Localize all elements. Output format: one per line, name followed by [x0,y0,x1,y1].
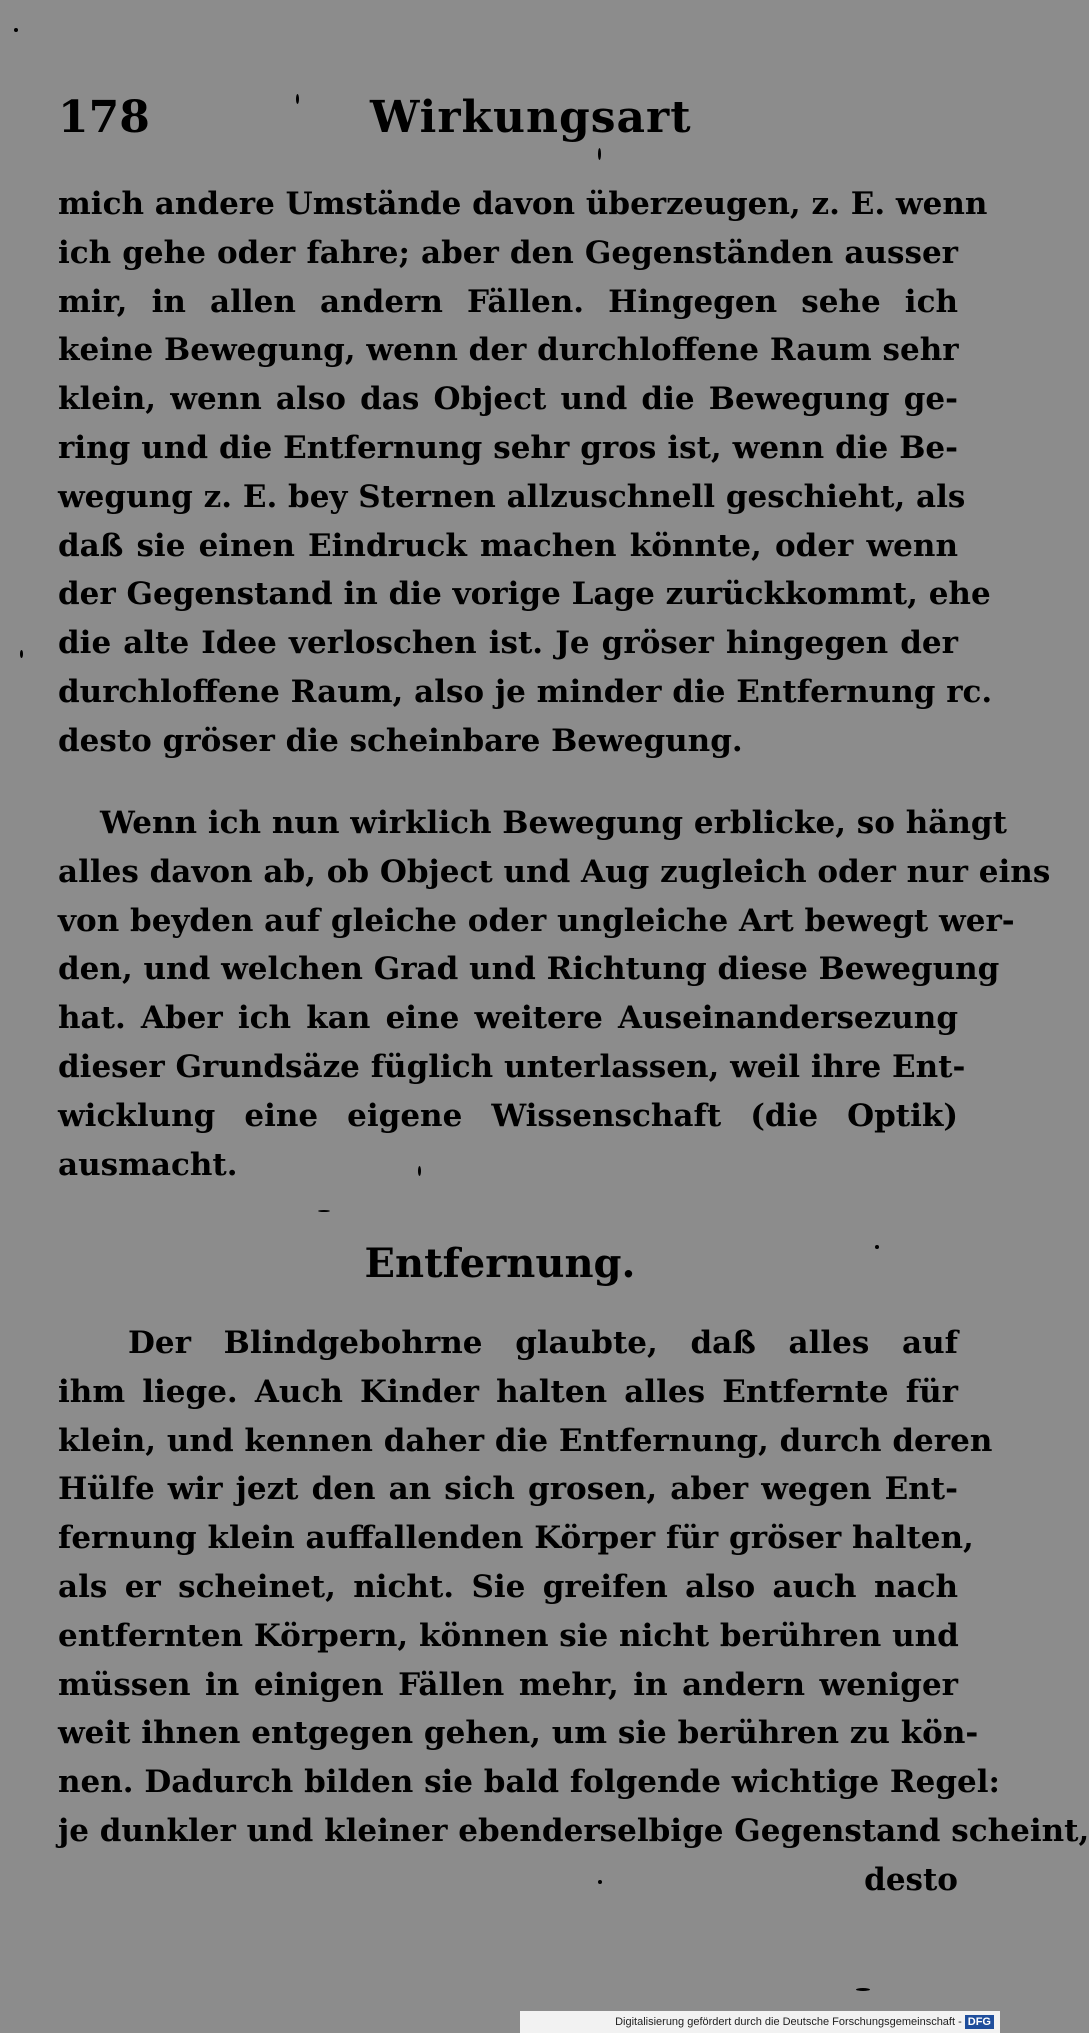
text-line: als er scheinet, nicht. Sie greifen also auch nach [58,1568,958,1605]
text-line: Hülfe wir jezt den an sich grosen, aber wegen Ent- [58,1471,958,1508]
text-line: von beyden auf gleiche oder ungleiche Art bewegt wer- [58,902,1015,939]
text-line: Wenn ich nun wirklich Bewegung erblicke, so hängt [100,805,1007,841]
text-line: wicklung eine eigene Wissenschaft (die Optik) [58,1097,958,1134]
text-line: wegung z. E. bey Sternen allzuschnell geschieht, als [58,478,966,515]
text-line: entfernten Körpern, können sie nicht berühren und [58,1617,959,1654]
text-line: klein, und kennen daher die Entfernung, durch deren [58,1422,993,1459]
scan-speck [875,1245,879,1249]
text-line: hat. Aber ich kan eine weitere Auseinandersezung [58,1000,958,1037]
text-line: mich andere Umstände davon überzeugen, z. E. wenn [58,186,988,222]
text-line: dieser Grundsäze füglich unterlassen, weil ihre Ent- [58,1048,966,1085]
text-line: klein, wenn also das Object und die Bewegung ge- [58,381,958,418]
text-line: fernung klein auffallenden Körper für gröser halten, [58,1520,974,1557]
text-line: ausmacht. [58,1146,238,1183]
scan-speck [318,1210,330,1212]
text-line: alles davon ab, ob Object und Aug zugleich oder nur eins [58,853,1051,890]
scan-speck [856,1988,870,1991]
dfg-logo: DFG [965,2015,994,2029]
text-line: keine Bewegung, wenn der durchloffene Raum sehr [58,332,959,369]
scan-speck [598,1880,602,1884]
text-line: die alte Idee verloschen ist. Je gröser hingegen der [58,625,958,662]
text-line: weit ihnen entgegen gehen, um sie berühren zu kön- [58,1715,979,1752]
text-line: je dunkler und kleiner ebenderselbige Gegenstand scheint, [58,1812,1089,1849]
text-line: nen. Dadurch bilden sie bald folgende wichtige Regel: [58,1764,1001,1801]
scan-speck [418,1166,421,1176]
scan-speck [20,650,23,658]
text-line: Der Blindgebohrne glaubte, daß alles auf [128,1325,958,1361]
text-line: müssen in einigen Fällen mehr, in andern weniger [58,1666,958,1703]
page-number: 178 [58,92,150,143]
text-line: ich gehe oder fahre; aber den Gegenständen ausser [58,234,958,271]
running-head: Wirkungsart [370,92,692,143]
scan-speck [598,148,601,160]
scan-speck [14,28,18,32]
text-line: daß sie einen Eindruck machen könnte, oder wenn [58,527,958,564]
section-heading: Entfernung. [364,1240,636,1287]
catchword: desto [864,1861,958,1898]
text-line: ihm liege. Auch Kinder halten alles Entfernte für [58,1373,958,1410]
footer-text: Digitalisierung gefördert durch die Deutsche Forschungsgemeinschaft - [615,2016,962,2028]
text-line: ring und die Entfernung sehr gros ist, wenn die Be- [58,429,958,466]
text-line: mir, in allen andern Fällen. Hingegen sehe ich [58,283,958,320]
text-line: durchloffene Raum, also je minder die Entfernung rc. [58,673,993,710]
paragraph-3 [58,1325,1089,1911]
text-line: der Gegenstand in die vorige Lage zurückkommt, ehe [58,576,991,613]
paragraph-1 [58,186,993,772]
digitization-footer [520,2011,1000,2033]
page-header [0,92,1000,152]
scan-speck [296,94,299,104]
paragraph-2 [58,805,1051,1195]
text-line: desto gröser die scheinbare Bewegung. [58,722,743,759]
text-line: den, und welchen Grad und Richtung diese Bewegung [58,951,1000,988]
